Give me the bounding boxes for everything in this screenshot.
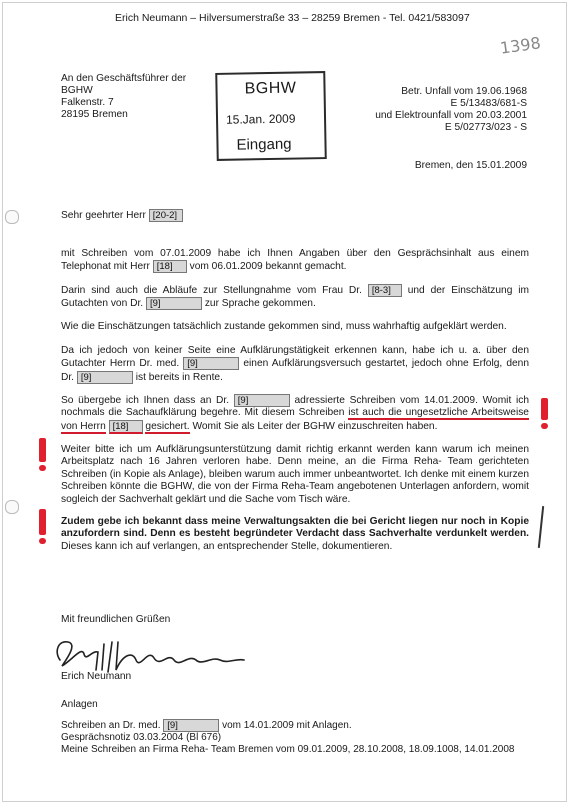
text: zur Sprache gekommen. (204, 298, 316, 310)
text: Darin sind auch die Abläufe zur Stellungnahme vom Frau Dr. (61, 285, 362, 296)
text: So übergebe ich Ihnen dass an Dr. (61, 395, 230, 406)
redaction-box: [8-3] (368, 284, 402, 297)
underlined-text: gesichert. (145, 420, 190, 432)
exclamation-mark-icon (39, 509, 47, 544)
letterhead: Erich Neumann – Hilversumerstraße 33 – 28259 Bremen - Tel. 0421/583097 (115, 12, 470, 24)
signature-name: Erich Neumann (61, 671, 132, 682)
text: vom 06.01.2009 bekannt gemacht. (189, 261, 347, 273)
recipient-line: An den Geschäftsführer der (61, 73, 187, 84)
anlagen-line: Gesprächsnotiz 03.03.2004 (Bl 676) (61, 732, 222, 743)
handwritten-number: 1398 (498, 33, 542, 58)
redaction-box: [18] (153, 260, 187, 273)
salutation (61, 209, 183, 222)
closing: Mit freundlichen Grüßen (61, 614, 171, 625)
redaction-box: [9] (77, 371, 133, 384)
bold-text: Zudem gebe ich bekannt dass meine Verwaltungsakten die bei Gericht liegen nur noch in Kopie anzufordern sind. Denn es besteht begründeter Verdacht dass Sachverhalte verdunkelt werden. (61, 516, 529, 540)
redaction-box: [20-2] (149, 209, 183, 222)
exclamation-mark-icon (541, 398, 549, 429)
paragraph-1 (61, 248, 529, 274)
text: vom 14.01.2009 mit Anlagen. (222, 720, 352, 731)
redaction-box: [9] (163, 719, 219, 732)
receipt-stamp (215, 71, 327, 161)
paragraph-6: Weiter bitte ich um Aufklärungsunterstützung damit richtig erkannt werden kann warum ich meinen Arbeitsplatz nach 16 Jahren verloren habe. Denn meine, an die Firma Reha- Team gerichteten Schreiben (in Kopie als Anlage), bleiben warum auch immer unbeantwortet. Ich denke mit einem kurzen Schreiben könnte die BGHW, die von der Firma Reha-Team angebotenen Unterlagen anfordern, womit sogleich der Sachverhalt geklärt und die Sache vom Tisch wäre. (61, 444, 529, 505)
text: Da ich jedoch von keiner Seite eine Aufklärungstätigkeit erkennen kann, habe ich u. a. über den Gutachter Herrn Dr. med. (61, 345, 529, 370)
anlagen-line (61, 719, 352, 732)
redaction-box: [9] (234, 394, 290, 407)
redaction-box: [9] (183, 357, 239, 370)
reference-line: und Elektrounfall vom 20.03.2001 (375, 110, 527, 121)
salutation-text: Sehr geehrter Herr (61, 210, 146, 221)
text: Womit Sie als Leiter der BGHW einzuschreiten haben. (192, 420, 438, 432)
stamp-org: BGHW (244, 79, 297, 98)
text: ist bereits in Rente. (135, 371, 223, 383)
paragraph-4 (61, 345, 529, 384)
anlagen-title: Anlagen (61, 699, 98, 710)
stamp-date: 15.Jan. 2009 (225, 111, 296, 127)
anlagen-line: Meine Schreiben an Firma Reha- Team Bremen vom 09.01.2009, 28.10.2008, 18.09.1008, 14.01.2008 (61, 744, 515, 755)
stamp-label: Eingang (236, 135, 292, 154)
paragraph-5 (61, 394, 529, 434)
punch-hole (5, 500, 19, 514)
text: Dieses kann ich auf verlangen, an entsprechender Stelle, dokumentieren. (61, 540, 393, 552)
recipient-line: 28195 Bremen (61, 109, 128, 120)
punch-hole (5, 210, 19, 224)
place-date: Bremen, den 15.01.2009 (414, 160, 527, 171)
text: mit Schreiben vom 07.01.2009 habe ich Ihnen Angaben über den Gesprächsinhalt aus einem Telephonat mit Herr (61, 248, 529, 273)
text: Schreiben an Dr. med. (61, 720, 161, 731)
reference-line: E 5/13483/681-S (450, 98, 527, 109)
reference-line: E 5/02773/023 - S (444, 122, 527, 133)
exclamation-mark-icon (39, 438, 47, 471)
redaction-box: [9] (146, 297, 202, 310)
text: und der Einschätzung im Gutachten von Dr. (61, 285, 529, 310)
text: einen Aufklärungsversuch gestartet, jedoch ohne Erfolg, denn Dr. (61, 358, 529, 383)
underlined-text: ist auch die ungesetzliche Arbeitsweise von Herrn (61, 407, 529, 432)
redaction-box: [18] (109, 420, 143, 434)
text: adressierte Schreiben vom 14.01.2009. Womit ich nochmals die Sachaufklärung begehre. Mit diesem Schreiben (61, 395, 529, 419)
recipient-line: BGHW (61, 85, 93, 96)
recipient-line: Falkenstr. 7 (61, 97, 114, 108)
reference-line: Betr. Unfall vom 19.06.1968 (401, 86, 527, 97)
paragraph-7 (61, 516, 529, 553)
paragraph-2 (61, 284, 529, 311)
paragraph-3: Wie die Einschätzungen tatsächlich zustande gekommen sind, muss wahrhaftig aufgeklärt werden. (61, 321, 507, 332)
